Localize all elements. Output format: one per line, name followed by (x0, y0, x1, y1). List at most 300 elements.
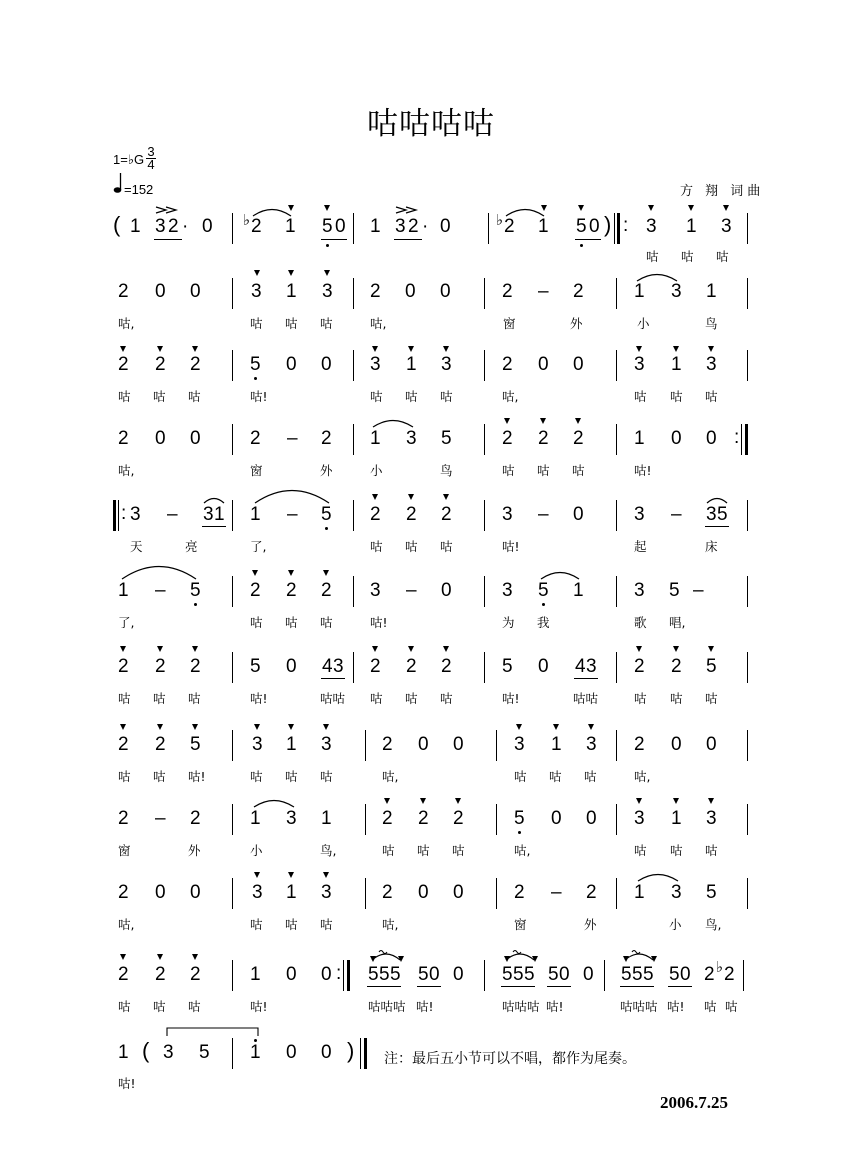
lyric: 咕, (382, 769, 399, 784)
barline (232, 1038, 233, 1069)
note: 5 (669, 580, 680, 601)
barline (232, 278, 233, 309)
note: 1 (706, 281, 717, 302)
note: 3 (441, 354, 452, 375)
lyric: 咕! (250, 691, 268, 706)
note: 3 (706, 354, 717, 375)
score-row-12 (0, 1032, 862, 1102)
note: 2 (408, 216, 419, 237)
barline (747, 730, 748, 761)
barline (616, 576, 617, 607)
song-title: 咕咕咕咕 (367, 106, 495, 142)
lyric: 咕 (405, 539, 418, 554)
note: 1 (573, 580, 584, 601)
note: 4 (322, 656, 333, 677)
note: 1 (286, 734, 297, 755)
note: 0 (586, 808, 597, 829)
note: 2 (634, 656, 645, 677)
barline (496, 878, 497, 909)
lyric: 咕 (118, 691, 131, 706)
note: 2 (118, 882, 129, 903)
note: 2 (190, 656, 201, 677)
note: 5 (199, 1042, 210, 1063)
note: 2 (155, 656, 166, 677)
lyric: 咕, (634, 769, 651, 784)
note: 1 (538, 216, 549, 237)
lyric: 咕 (704, 999, 717, 1014)
turn-ornament-icon (502, 946, 538, 964)
note: 3 (706, 808, 717, 829)
note: 2 (671, 656, 682, 677)
note: 0 (706, 428, 717, 449)
note: 5 (368, 964, 379, 985)
dash: – (155, 808, 166, 829)
lyric: 床 (705, 539, 718, 554)
note: 0 (286, 656, 297, 677)
barline (353, 500, 354, 531)
accent-icon (288, 570, 294, 576)
note: 0 (538, 354, 549, 375)
accent-icon (516, 724, 522, 730)
lyric: 咕 (681, 249, 694, 264)
score-row-10 (0, 872, 862, 942)
barline (232, 350, 233, 381)
note: 3 (333, 656, 344, 677)
note: 2 (502, 354, 513, 375)
accent-icon (372, 346, 378, 352)
note: 2 (370, 656, 381, 677)
lyric: 咕 (405, 389, 418, 404)
note: 1 (634, 428, 645, 449)
lyric: 咕! (188, 769, 206, 784)
low-octave-dot (542, 603, 545, 606)
barline (484, 424, 485, 455)
note: 1 (285, 216, 296, 237)
lyric: 咕 (320, 316, 333, 331)
turn-ornament-icon (368, 946, 404, 964)
augmentation-dot: · (422, 216, 429, 237)
lyric: 鸟, (705, 917, 722, 932)
accent-icon (648, 205, 654, 211)
score-row-7 (0, 646, 862, 716)
underline (547, 986, 571, 987)
barline (353, 213, 354, 244)
note: 2 (190, 964, 201, 985)
underline (668, 986, 692, 987)
accent-icon (673, 346, 679, 352)
key-signature: 1=♭G (113, 152, 145, 167)
note: 0 (671, 734, 682, 755)
note: 1 (686, 216, 697, 237)
accent-icon (443, 494, 449, 500)
repeat-dots: : (734, 427, 740, 448)
note: 2 (118, 808, 129, 829)
note: 1 (286, 882, 297, 903)
lyric: 咕 (382, 843, 395, 858)
lyric: 咕, (370, 316, 387, 331)
accent-icon (323, 872, 329, 878)
note: 2 (118, 964, 129, 985)
note: 5 (441, 428, 452, 449)
note: 1 (214, 504, 225, 525)
lyric: 为 (502, 615, 515, 630)
lyric: 唱, (669, 615, 686, 630)
dash: – (167, 504, 178, 525)
barline (232, 576, 233, 607)
dash: – (538, 281, 549, 302)
tempo-marking: =152 (124, 182, 154, 197)
note: 2 (370, 281, 381, 302)
note: 5 (390, 964, 401, 985)
note: 3 (671, 882, 682, 903)
lyric: 咕 (537, 463, 550, 478)
accent-icon (588, 724, 594, 730)
lyric: 天 (130, 539, 143, 554)
note: 0 (335, 216, 346, 237)
note: 3 (395, 216, 406, 237)
lyric: 咕 (705, 843, 718, 858)
note: 5 (513, 964, 524, 985)
note: 3 (671, 281, 682, 302)
low-octave-dot (518, 831, 521, 834)
note: 5 (706, 882, 717, 903)
note: 5 (632, 964, 643, 985)
note: 0 (671, 428, 682, 449)
barline (747, 278, 748, 309)
lyric: 咕 (370, 389, 383, 404)
note: 5 (379, 964, 390, 985)
barline (616, 500, 617, 531)
slur-arc (121, 564, 197, 580)
underline (575, 239, 601, 240)
accent-icon (288, 872, 294, 878)
footnote: 注：最后五小节可以不唱，都作为尾奏。 (384, 1051, 636, 1067)
note: 2 (118, 354, 129, 375)
note: 5 (643, 964, 654, 985)
note: 1 (250, 1042, 261, 1063)
note: 3 (163, 1042, 174, 1063)
note: 1 (118, 580, 129, 601)
accent-icon (288, 205, 294, 211)
lyric: 鸟, (320, 843, 337, 858)
underline (321, 678, 345, 679)
accent-icon (708, 346, 714, 352)
note: 0 (551, 808, 562, 829)
repeat-dots: : (623, 215, 629, 236)
barline (484, 278, 485, 309)
note: 2 (418, 808, 429, 829)
accent-icon (541, 205, 547, 211)
accent-icon (323, 724, 329, 730)
score-row-2 (0, 270, 862, 340)
lyric: 咕 (188, 389, 201, 404)
barline (232, 804, 233, 835)
note: 2 (382, 882, 393, 903)
lyric: 咕 (440, 389, 453, 404)
lyric: 咕 (634, 843, 647, 858)
note: 3 (721, 216, 732, 237)
accent-icon (324, 270, 330, 276)
note: 1 (250, 964, 261, 985)
lyric: 咕 (514, 769, 527, 784)
underline (202, 526, 226, 527)
dash: – (538, 504, 549, 525)
dash: – (693, 580, 704, 601)
note: 3 (634, 504, 645, 525)
accent-icon (157, 646, 163, 652)
underline (367, 986, 401, 987)
accent-icon (324, 205, 330, 211)
accent-mark-icon (394, 205, 418, 217)
accent-icon (636, 798, 642, 804)
lyric: 咕 (153, 691, 166, 706)
dash: – (551, 882, 562, 903)
score-row-11 (0, 954, 862, 1024)
barline (232, 500, 233, 531)
barline (496, 730, 497, 761)
accent-icon (288, 724, 294, 730)
paren-open: ( (113, 212, 121, 237)
lyric: 咕 (549, 769, 562, 784)
note: 5 (524, 964, 535, 985)
barline (353, 278, 354, 309)
note: 0 (155, 428, 166, 449)
note: 5 (502, 964, 513, 985)
lyric: 咕! (634, 463, 652, 478)
note: 0 (286, 1042, 297, 1063)
note: 1 (130, 216, 141, 237)
note: 0 (429, 964, 440, 985)
barline (747, 500, 748, 531)
note: 0 (202, 216, 213, 237)
accent-icon (157, 346, 163, 352)
lyric: 咕, (118, 917, 135, 932)
score-row-8 (0, 724, 862, 794)
lyric: 咕 (370, 539, 383, 554)
paren-open: ( (142, 1038, 150, 1063)
accent-icon (553, 724, 559, 730)
note: 3 (706, 504, 717, 525)
note: 5 (514, 808, 525, 829)
augmentation-dot: · (182, 216, 189, 237)
score-row-4 (0, 418, 862, 488)
lyric: 我 (537, 615, 550, 630)
time-signature: 3 4 (147, 144, 155, 172)
accent-icon (575, 418, 581, 424)
barline (616, 278, 617, 309)
note: 3 (502, 580, 513, 601)
lyric: 咕 (118, 769, 131, 784)
note: 0 (321, 354, 332, 375)
barline (743, 960, 744, 991)
barline (616, 424, 617, 455)
phrase-bracket-icon (166, 1026, 260, 1038)
note: 2 (251, 216, 262, 237)
note: 2 (724, 964, 735, 985)
lyric: 咕咕 (573, 691, 599, 706)
underline (705, 526, 729, 527)
accent-icon (157, 724, 163, 730)
note: 3 (586, 734, 597, 755)
note: 3 (634, 354, 645, 375)
repeat-barline-thick (617, 213, 620, 244)
note: 2 (502, 281, 513, 302)
flat-sign: ♭ (716, 959, 724, 976)
barline (747, 652, 748, 683)
note: 3 (646, 216, 657, 237)
note: 0 (321, 1042, 332, 1063)
lyric: 咕 (320, 769, 333, 784)
note: 5 (190, 580, 201, 601)
repeat-barline (343, 960, 344, 991)
note: 5 (250, 656, 261, 677)
note: 0 (559, 964, 570, 985)
note: 2 (118, 281, 129, 302)
lyric: 咕! (546, 999, 564, 1014)
accent-icon (408, 494, 414, 500)
composer-credit: 方 翔 词曲 (680, 184, 765, 199)
lyric: 咕! (370, 615, 388, 630)
note: 2 (538, 428, 549, 449)
barline (616, 350, 617, 381)
accent-icon (443, 346, 449, 352)
turn-ornament-icon (621, 946, 657, 964)
note: 2 (155, 734, 166, 755)
flat-sign: ♭ (243, 212, 251, 229)
repeat-barline-thick (347, 960, 350, 991)
accent-icon (372, 494, 378, 500)
note: 3 (252, 734, 263, 755)
lyric: 咕 (153, 999, 166, 1014)
note: 1 (406, 354, 417, 375)
lyric: 咕 (285, 615, 298, 630)
barline (484, 576, 485, 607)
barline (484, 652, 485, 683)
note: 3 (155, 216, 166, 237)
dash: – (287, 504, 298, 525)
repeat-barline-thick (745, 424, 748, 455)
accent-icon (540, 418, 546, 424)
score-row-6 (0, 570, 862, 640)
accent-icon (157, 954, 163, 960)
accent-icon (455, 798, 461, 804)
lyric: 咕 (320, 615, 333, 630)
lyric: 咕 (153, 389, 166, 404)
note: 3 (514, 734, 525, 755)
lyric: 窗 (514, 917, 527, 932)
accent-icon (192, 646, 198, 652)
barline (353, 350, 354, 381)
underline (574, 678, 598, 679)
lyric: 咕 (634, 389, 647, 404)
accent-icon (504, 418, 510, 424)
tie-arc (203, 496, 225, 504)
note: 5 (321, 504, 332, 525)
barline (747, 878, 748, 909)
lyric: 咕, (514, 843, 531, 858)
note: 0 (440, 281, 451, 302)
lyric: 窗 (503, 316, 516, 331)
note: 5 (621, 964, 632, 985)
note: 2 (453, 808, 464, 829)
lyric: 咕! (416, 999, 434, 1014)
lyric: 咕! (118, 1076, 136, 1091)
note: 1 (551, 734, 562, 755)
note: 1 (250, 504, 261, 525)
barline (616, 878, 617, 909)
note: 1 (634, 882, 645, 903)
lyric: 咕 (285, 316, 298, 331)
lyric: 小 (637, 316, 650, 331)
accent-icon (120, 346, 126, 352)
note: 2 (155, 354, 166, 375)
lyric: 咕 (405, 691, 418, 706)
note: 3 (502, 504, 513, 525)
note: 0 (583, 964, 594, 985)
lyric: 咕 (250, 917, 263, 932)
note: 0 (538, 656, 549, 677)
note: 2 (573, 428, 584, 449)
lyric: 咕! (250, 389, 268, 404)
note: 0 (573, 504, 584, 525)
lyric: 起 (634, 539, 647, 554)
lyric: 咕 (716, 249, 729, 264)
paren-close: ) (604, 212, 612, 237)
barline (616, 652, 617, 683)
note: 5 (322, 216, 333, 237)
dash: – (155, 580, 166, 601)
lyric: 咕 (440, 539, 453, 554)
lyric: 歌 (634, 615, 647, 630)
lyric: 咕 (452, 843, 465, 858)
lyric: 窗 (118, 843, 131, 858)
note: 3 (252, 882, 263, 903)
accent-icon (254, 872, 260, 878)
barline (232, 652, 233, 683)
note: 3 (286, 808, 297, 829)
slur-arc (254, 488, 330, 504)
low-octave-dot (326, 244, 329, 247)
lyric: 咕咕咕 (502, 999, 540, 1014)
repeat-dots: : (336, 963, 342, 984)
quarter-note-icon (113, 172, 123, 194)
note: 2 (321, 580, 332, 601)
final-barline-thick (364, 1038, 367, 1069)
lyric: 咕 (188, 999, 201, 1014)
accent-icon (372, 646, 378, 652)
lyric: 咕 (646, 249, 659, 264)
low-octave-dot (254, 377, 257, 380)
lyric: 咕 (572, 463, 585, 478)
note: 0 (155, 281, 166, 302)
note: 0 (155, 882, 166, 903)
lyric: 了, (118, 615, 135, 630)
lyric: 咕! (502, 539, 520, 554)
lyric: 亮 (185, 539, 198, 554)
note: 3 (406, 428, 417, 449)
tie-arc (637, 872, 679, 882)
barline (365, 878, 366, 909)
note: 2 (370, 504, 381, 525)
note: 5 (502, 656, 513, 677)
note: 3 (634, 808, 645, 829)
lyric: 咕 (705, 389, 718, 404)
lyric: 咕 (417, 843, 430, 858)
lyric: 咕 (118, 999, 131, 1014)
accent-icon (578, 205, 584, 211)
note: 3 (321, 734, 332, 755)
lyric: 咕 (250, 615, 263, 630)
